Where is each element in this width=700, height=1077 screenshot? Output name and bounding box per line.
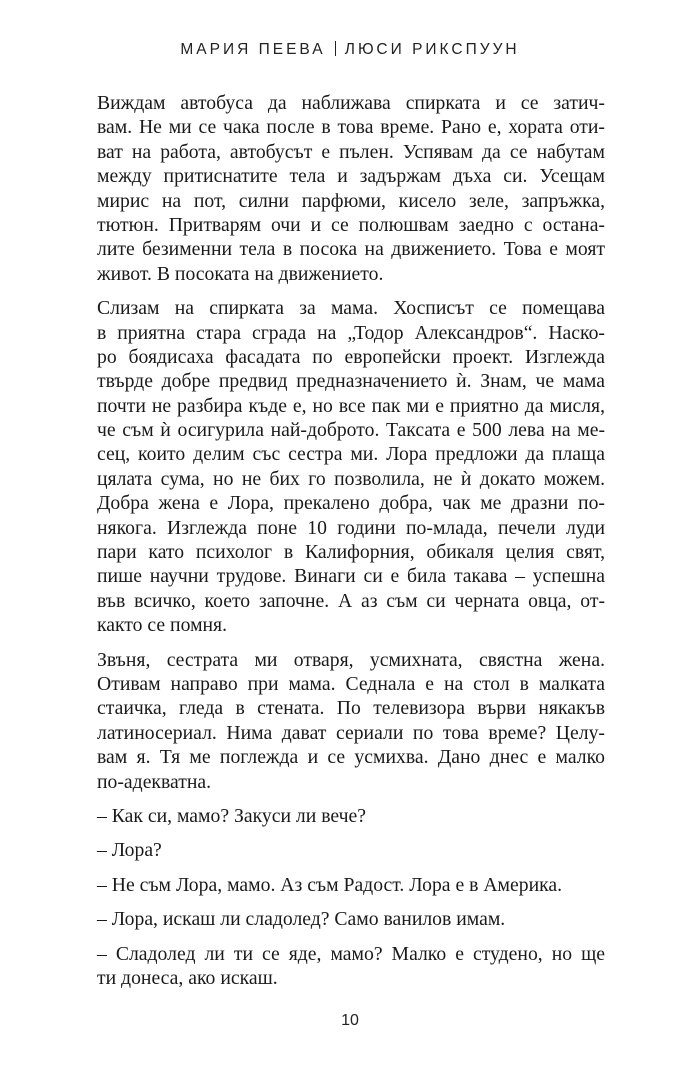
text-line: Слизам на спирката за мама. Хосписът се помещава: [97, 297, 605, 320]
text-line: Звъня, сестрата ми отваря, усмихната, свястна жена.: [97, 648, 605, 671]
text-line: живот. В посоката на движението.: [97, 262, 384, 285]
text-line: по-адекватна.: [97, 770, 212, 793]
text-line: мирис на пот, силни парфюми, кисело зеле, запръжка,: [97, 189, 605, 212]
text-line: пари като психолог в Калифорния, обикаля целия свят,: [97, 541, 605, 564]
text-line: сец, които делим със сестра ми. Лора предложи да плаща: [97, 443, 605, 466]
dialogue: [97, 804, 605, 990]
text-line: латиносериал. Нима дават сериали по това време? Целу-: [97, 721, 605, 744]
header-separator: [335, 41, 336, 56]
text-line: вам. Не ми се чака после в това време. Рано е, хората оти-: [97, 116, 605, 139]
text-line: – Не съм Лора, мамо. Аз съм Радост. Лора е в Америка.: [97, 873, 563, 896]
text-line: ват на работа, автобусът е пълен. Успявам да се набутам: [97, 140, 605, 163]
text-line: Виждам автобуса да наближава спирката и се затич-: [97, 92, 605, 114]
page-number: 10: [341, 1012, 359, 1029]
text-line: пише научни трудове. Винаги си е била такава – успешна: [97, 565, 605, 588]
header-author: МАРИЯ ПЕЕВА: [180, 41, 326, 58]
text-line: във всичко, което започне. А аз съм си черната овца, от-: [97, 589, 605, 612]
text-line: Отивам направо при мама. Седнала е на стол в малката: [97, 672, 605, 695]
text-line: някога. Изглежда поне 10 години по-млада, печели луди: [97, 516, 605, 539]
text-line: в приятна стара сграда на „Тодор Александров“. Наско-: [97, 321, 605, 344]
text-line: ти донеса, ако искаш.: [97, 966, 278, 989]
dialogue-line: [97, 838, 605, 862]
text-line: почти не разбира къде е, но все пак ми е приятно да мисля,: [97, 394, 605, 417]
text-line: – Сладолед ли ти се яде, мамо? Малко е студено, но ще: [97, 942, 605, 965]
dialogue-line: [97, 907, 605, 931]
paragraph: [97, 296, 605, 637]
text-line: стаичка, гледа в стената. По телевизора върви някакъв: [97, 697, 605, 720]
text-line: цялата сума, но не бих го позволила, не ѝ докато можем.: [97, 467, 605, 490]
text-line: тютюн. Притварям очи и се полюшвам заедно с остана-: [97, 213, 605, 236]
text-line: Добра жена е Лора, прекалено добра, чак ме дразни по-: [97, 492, 605, 515]
text-line: твърде добре предвид предназначението ѝ. Знам, че мама: [97, 370, 605, 393]
dialogue-line: [97, 873, 605, 897]
text-line: ро боядисаха фасадата по европейски проект. Изглежда: [97, 345, 605, 368]
text-line: между притиснатите тела и задържам дъха си. Усещам: [97, 165, 605, 188]
dialogue-line: [97, 804, 605, 828]
text-line: – Как си, мамо? Закуси ли вече?: [97, 804, 367, 827]
dialogue-line: [97, 942, 605, 991]
paragraph: [97, 91, 605, 286]
text-line: че съм ѝ осигурила най-доброто. Таксата е 500 лева на ме-: [97, 419, 605, 442]
body-text: [97, 91, 605, 1000]
text-line: вам я. Тя ме поглежда и се усмихва. Дано днес е малко: [97, 746, 605, 769]
paragraph: [97, 648, 605, 794]
paragraphs: [97, 91, 605, 794]
text-line: лите безименни тела в посока на движението. Това е моят: [97, 238, 605, 261]
header-title: ЛЮСИ РИКСПУУН: [344, 41, 520, 58]
running-header: [0, 41, 700, 59]
text-line: – Лора, искаш ли сладолед? Само ванилов имам.: [97, 908, 506, 931]
text-line: – Лора?: [97, 839, 162, 862]
text-line: както се помня.: [97, 614, 228, 637]
